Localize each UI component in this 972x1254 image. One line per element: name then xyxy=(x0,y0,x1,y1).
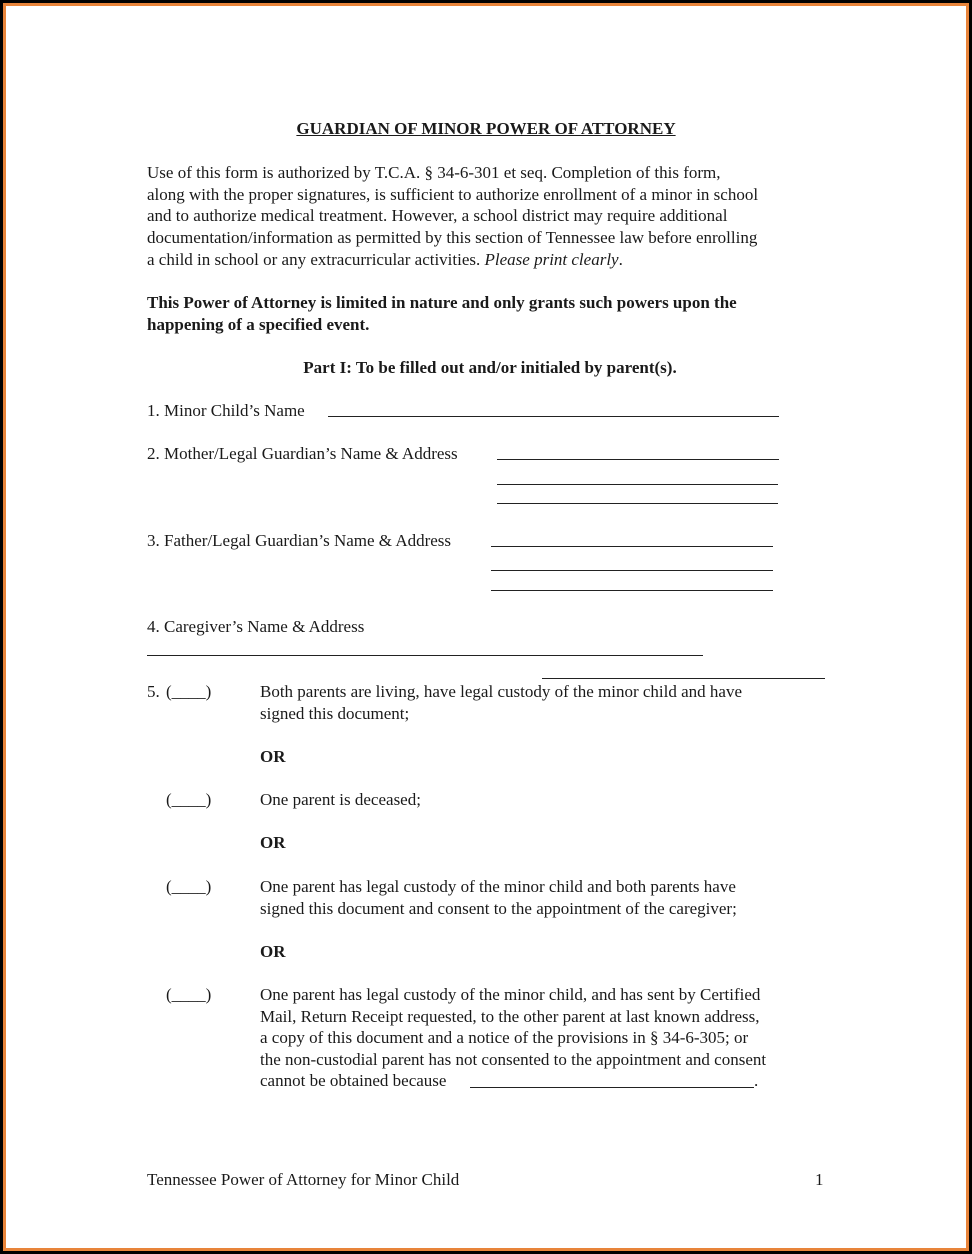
father-field-1[interactable] xyxy=(491,546,773,547)
option1-initial-blank[interactable]: (____) xyxy=(166,682,212,701)
print-clearly-note: Please print clearly xyxy=(484,250,619,269)
intro-line: Use of this form is authorized by T.C.A. § 34-6-301 et seq. Completion of this form, xyxy=(147,163,721,182)
title-text: GUARDIAN OF MINOR POWER OF ATTORNEY xyxy=(296,119,676,138)
or-separator: OR xyxy=(260,833,286,852)
reason-period: . xyxy=(754,1071,759,1090)
father-field-3[interactable] xyxy=(491,590,773,591)
intro-line: documentation/information as permitted by this section of Tennessee law before enrolling xyxy=(147,228,758,247)
option1-text: signed this document; xyxy=(260,704,410,723)
option4-text: a copy of this document and a notice of the provisions in § 34-6-305; or xyxy=(260,1028,749,1047)
intro-line: along with the proper signatures, is sufficient to authorize enrollment of a minor in school xyxy=(147,185,759,204)
intro-text: a child in school or any extracurricular activities. xyxy=(147,250,485,269)
part1-heading: Part I: To be filled out and/or initialed by parent(s). xyxy=(303,358,677,377)
mother-field-2[interactable] xyxy=(497,484,778,485)
or-separator: OR xyxy=(260,942,286,961)
page-number: 1 xyxy=(815,1170,824,1189)
minor-name-label: 1. Minor Child’s Name xyxy=(147,401,305,420)
option4-text: Mail, Return Receipt requested, to the other parent at last known address, xyxy=(260,1007,760,1026)
or-separator: OR xyxy=(260,747,286,766)
father-field-2[interactable] xyxy=(491,570,773,571)
footer-title: Tennessee Power of Attorney for Minor Child xyxy=(147,1170,460,1189)
option4-text: One parent has legal custody of the minor child, and has sent by Certified xyxy=(260,985,761,1004)
document-title xyxy=(0,118,972,140)
option3-text: One parent has legal custody of the minor child and both parents have xyxy=(260,877,736,896)
minor-name-field[interactable] xyxy=(328,416,779,417)
father-label: 3. Father/Legal Guardian’s Name & Address xyxy=(147,531,452,550)
limited-notice: This Power of Attorney is limited in nature and only grants such powers upon the xyxy=(147,293,737,312)
reason-field[interactable] xyxy=(470,1087,754,1088)
caregiver-field-2[interactable] xyxy=(542,678,825,679)
option3-initial-blank[interactable]: (____) xyxy=(166,877,212,896)
option4-text: cannot be obtained because xyxy=(260,1071,447,1090)
option1-text: Both parents are living, have legal custody of the minor child and have xyxy=(260,682,743,701)
mother-field-3[interactable] xyxy=(497,503,778,504)
mother-field-1[interactable] xyxy=(497,459,779,460)
option3-text: signed this document and consent to the appointment of the caregiver; xyxy=(260,899,737,918)
mother-label: 2. Mother/Legal Guardian’s Name & Address xyxy=(147,444,458,463)
caregiver-field-1[interactable] xyxy=(147,655,703,656)
item5-number: 5. xyxy=(147,682,160,701)
intro-line xyxy=(147,249,623,271)
intro-line: and to authorize medical treatment. However, a school district may require additional xyxy=(147,206,728,225)
caregiver-label: 4. Caregiver’s Name & Address xyxy=(147,617,365,636)
option2-initial-blank[interactable]: (____) xyxy=(166,790,212,809)
option4-initial-blank[interactable]: (____) xyxy=(166,985,212,1004)
option2-text: One parent is deceased; xyxy=(260,790,421,809)
limited-notice: happening of a specified event. xyxy=(147,315,370,334)
option4-text: the non-custodial parent has not consented to the appointment and consent xyxy=(260,1050,767,1069)
intro-period: . xyxy=(618,250,623,269)
